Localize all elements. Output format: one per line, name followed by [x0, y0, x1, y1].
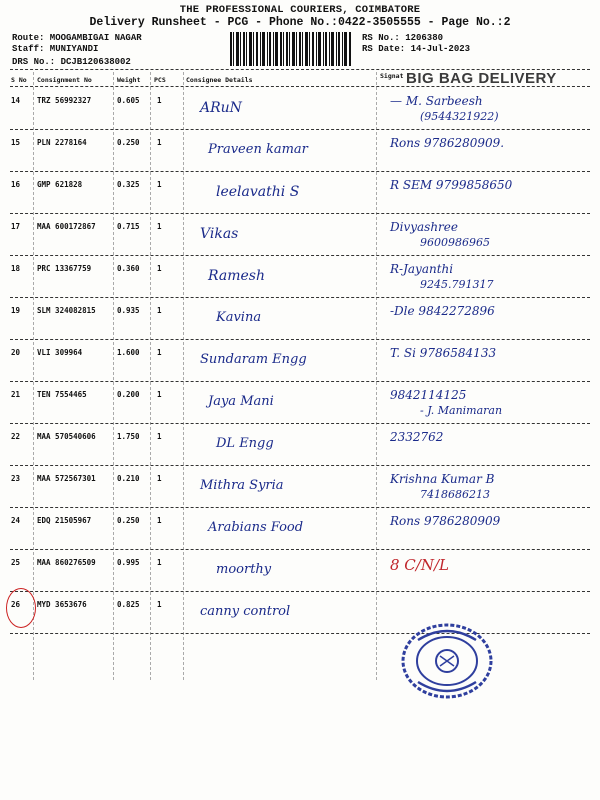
red-circle-mark [6, 588, 36, 628]
signature-handwriting: Rons 9786280909 [390, 514, 501, 528]
row-pcs: 1 [157, 348, 162, 357]
signature-phone-handwriting: (9544321922) [420, 110, 499, 123]
row-consignment: VLI 309964 [37, 348, 83, 357]
table-row [0, 88, 600, 130]
consignee-handwriting: leelavathi S [216, 184, 300, 200]
row-pcs: 1 [157, 432, 162, 441]
row-pcs: 1 [157, 390, 162, 399]
consignee-handwriting: moorthy [216, 562, 272, 577]
row-pcs: 1 [157, 516, 162, 525]
row-weight: 0.995 [117, 558, 140, 567]
consignee-handwriting: Arabians Food [208, 520, 304, 535]
row-weight: 0.605 [117, 96, 140, 105]
row-sno: 17 [11, 222, 21, 231]
consignee-handwriting: Ramesh [208, 268, 265, 284]
table-row [0, 340, 600, 382]
company-name: THE PROFESSIONAL COURIERS, COIMBATORE [179, 4, 421, 16]
runsheet-title: Delivery Runsheet - PCG - Phone No.:0422-3505555 - Page No.:2 [89, 16, 511, 29]
row-weight: 1.600 [117, 348, 140, 357]
staff-label: Staff: MUNIYANDI [12, 44, 99, 54]
consignee-handwriting: DL Engg [216, 436, 274, 451]
rs-number: RS No.: 1206380 [362, 33, 444, 43]
table-row [0, 298, 600, 340]
row-sno: 18 [11, 264, 21, 273]
drs-number: DRS No.: DCJB120638002 [12, 57, 131, 67]
consignee-handwriting: Sundaram Engg [200, 352, 307, 367]
row-consignment: MYD 3653676 [37, 600, 87, 609]
signature-phone-handwriting: - J. Manimaran [420, 404, 503, 417]
col-consignment: Consignment No [37, 76, 92, 84]
big-bag-stamp: BIG BAG DELIVERY [406, 70, 557, 87]
signature-handwriting: 2332762 [390, 430, 444, 444]
row-sno: 26 [11, 600, 21, 609]
route-label: Route: MOOGAMBIGAI NAGAR [12, 33, 142, 43]
row-pcs: 1 [157, 222, 162, 231]
table-row [0, 466, 600, 508]
row-consignment: MAA 572567301 [37, 474, 96, 483]
row-weight: 0.325 [117, 180, 140, 189]
table-row [0, 172, 600, 214]
row-consignment: EDQ 21505967 [37, 516, 92, 525]
barcode-image [230, 32, 352, 66]
row-consignment: PRC 13367759 [37, 264, 92, 273]
row-consignment: GMP 621828 [37, 180, 83, 189]
row-pcs: 1 [157, 264, 162, 273]
signature-handwriting: -Dle 9842272896 [390, 304, 495, 318]
row-sno: 16 [11, 180, 21, 189]
consignee-handwriting: canny control [200, 604, 291, 619]
table-row [0, 382, 600, 424]
row-weight: 0.935 [117, 306, 140, 315]
consignee-handwriting: Kavina [216, 310, 262, 325]
row-weight: 1.750 [117, 432, 140, 441]
row-sno: 23 [11, 474, 21, 483]
row-consignment: SLM 324082815 [37, 306, 96, 315]
row-divider [10, 633, 590, 634]
col-pcs: PCS [154, 76, 166, 84]
signature-handwriting: R SEM 9799858650 [390, 178, 513, 192]
col-signature: Signat [380, 72, 404, 80]
row-sno: 25 [11, 558, 21, 567]
row-pcs: 1 [157, 558, 162, 567]
row-sno: 20 [11, 348, 21, 357]
row-weight: 0.210 [117, 474, 140, 483]
signature-phone-handwriting: 7418686213 [420, 488, 490, 501]
rs-date: RS Date: 14-Jul-2023 [362, 44, 471, 54]
row-weight: 0.250 [117, 516, 140, 525]
column-header-rule [10, 86, 590, 87]
row-consignment: PLN 2278164 [37, 138, 87, 147]
company-seal [398, 620, 496, 702]
row-sno: 24 [11, 516, 21, 525]
row-weight: 0.360 [117, 264, 140, 273]
row-pcs: 1 [157, 138, 162, 147]
row-pcs: 1 [157, 306, 162, 315]
signature-phone-handwriting: 9245.791317 [420, 278, 494, 291]
signature-handwriting: Krishna Kumar B [390, 472, 495, 486]
signature-handwriting: — M. Sarbeesh [390, 94, 483, 108]
row-consignment: TRZ 56992327 [37, 96, 92, 105]
row-consignment: TEN 7554465 [37, 390, 87, 399]
row-weight: 0.200 [117, 390, 140, 399]
row-weight: 0.715 [117, 222, 140, 231]
row-consignment: MAA 570540606 [37, 432, 96, 441]
signature-handwriting: Divyashree [390, 220, 458, 234]
consignee-handwriting: ARuN [200, 100, 242, 116]
table-row [0, 256, 600, 298]
row-consignment: MAA 860276509 [37, 558, 96, 567]
row-sno: 21 [11, 390, 21, 399]
row-sno: 19 [11, 306, 21, 315]
row-pcs: 1 [157, 600, 162, 609]
row-pcs: 1 [157, 180, 162, 189]
col-consignee: Consignee Details [186, 76, 253, 84]
signature-handwriting: T. Si 9786584133 [390, 346, 497, 360]
row-pcs: 1 [157, 474, 162, 483]
table-row [0, 508, 600, 550]
col-sno: S No [11, 76, 27, 84]
table-row [0, 130, 600, 172]
signature-handwriting: 8 C/N/L [390, 556, 449, 574]
col-weight: Weight [117, 76, 141, 84]
signature-handwriting: Rons 9786280909. [390, 136, 505, 150]
row-sno: 14 [11, 96, 21, 105]
table-row [0, 214, 600, 256]
table-row [0, 550, 600, 592]
row-weight: 0.825 [117, 600, 140, 609]
consignee-handwriting: Vikas [200, 226, 239, 242]
row-sno: 22 [11, 432, 21, 441]
row-sno: 15 [11, 138, 21, 147]
row-pcs: 1 [157, 96, 162, 105]
row-consignment: MAA 600172867 [37, 222, 96, 231]
table-row [0, 424, 600, 466]
signature-handwriting: R-Jayanthi [390, 262, 454, 276]
table-row [0, 592, 600, 634]
consignee-handwriting: Jaya Mani [208, 394, 274, 409]
signature-phone-handwriting: 9600986965 [420, 236, 490, 249]
signature-handwriting: 9842114125 [390, 388, 467, 402]
row-weight: 0.250 [117, 138, 140, 147]
consignee-handwriting: Praveen kamar [208, 142, 308, 157]
consignee-handwriting: Mithra Syria [200, 478, 284, 493]
